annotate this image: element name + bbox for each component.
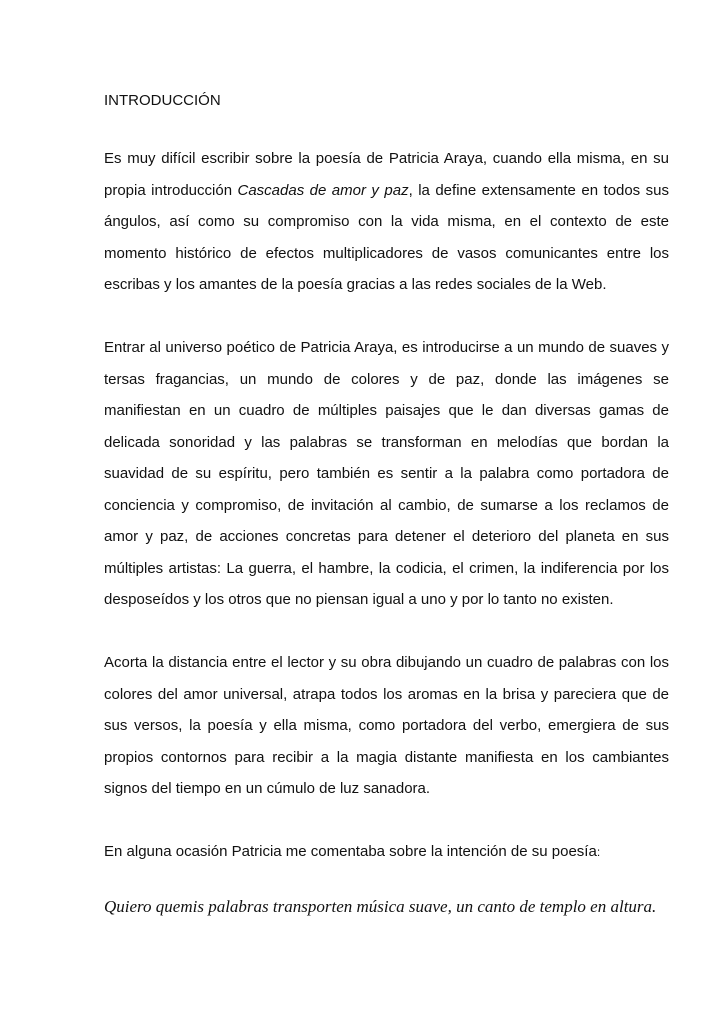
poet-quote: Quiero quemis palabras transporten música suave, un canto de templo en altura. [104,897,657,916]
paragraph-intro-text-start: Es muy difícil escribir sobre la poesía de Patricia Araya, cuando ella misma, en su propia introducción [104,150,669,199]
paragraph-intro-text-end: , la define extensamente en todos sus ángulos, así como su compromiso con la vida misma, en el contexto de este momento histórico de efectos multiplicadores de vasos comunicantes entre los escribas y los amantes de la poesía gracias a las redes sociales de la Web. [104,181,669,293]
paragraph-poetic-universe: Entrar al universo poético de Patricia Araya, es introducirse a un mundo de suaves y tersas fragancias, un mundo de colores y de paz, donde las imágenes se manifiestan en un cuadro de múltiples paisajes que le dan diversas gamas de delicada sonoridad y las palabras se transforman en melodías que bordan la suavidad de su espíritu, pero también es sentir a la palabra como portadora de conciencia y compromiso, de invitación al cambio, de sumarse a los reclamos de amor y paz, de acciones concretas para detener el deterioro del planeta en sus múltiples artistas: La guerra, el hambre, la codicia, el crimen, la indiferencia por los desposeídos y los otros que no piensan igual a uno y por lo tanto no existen. [104,339,669,608]
paragraph-distance: Acorta la distancia entre el lector y su obra dibujando un cuadro de palabras con los colores del amor universal, atrapa todos los aromas en la brisa y pareciera que de sus versos, la poesía y ella misma, como portadora del verbo, emergiera de sus propios contornos para recibir a la magia distante manifiesta en los cambiantes signos del tiempo en un cúmulo de luz sanadora. [104,654,669,797]
paragraph-intention [104,836,669,869]
paragraph-intention-colon: : [596,845,601,859]
section-heading: INTRODUCCIÓN [104,92,221,109]
book-title-emphasis: Cascadas de amor y paz [237,181,409,199]
paragraph-intention-text: En alguna ocasión Patricia me comentaba sobre la intención de su poesía [104,843,597,860]
paragraph-intro [104,143,669,301]
